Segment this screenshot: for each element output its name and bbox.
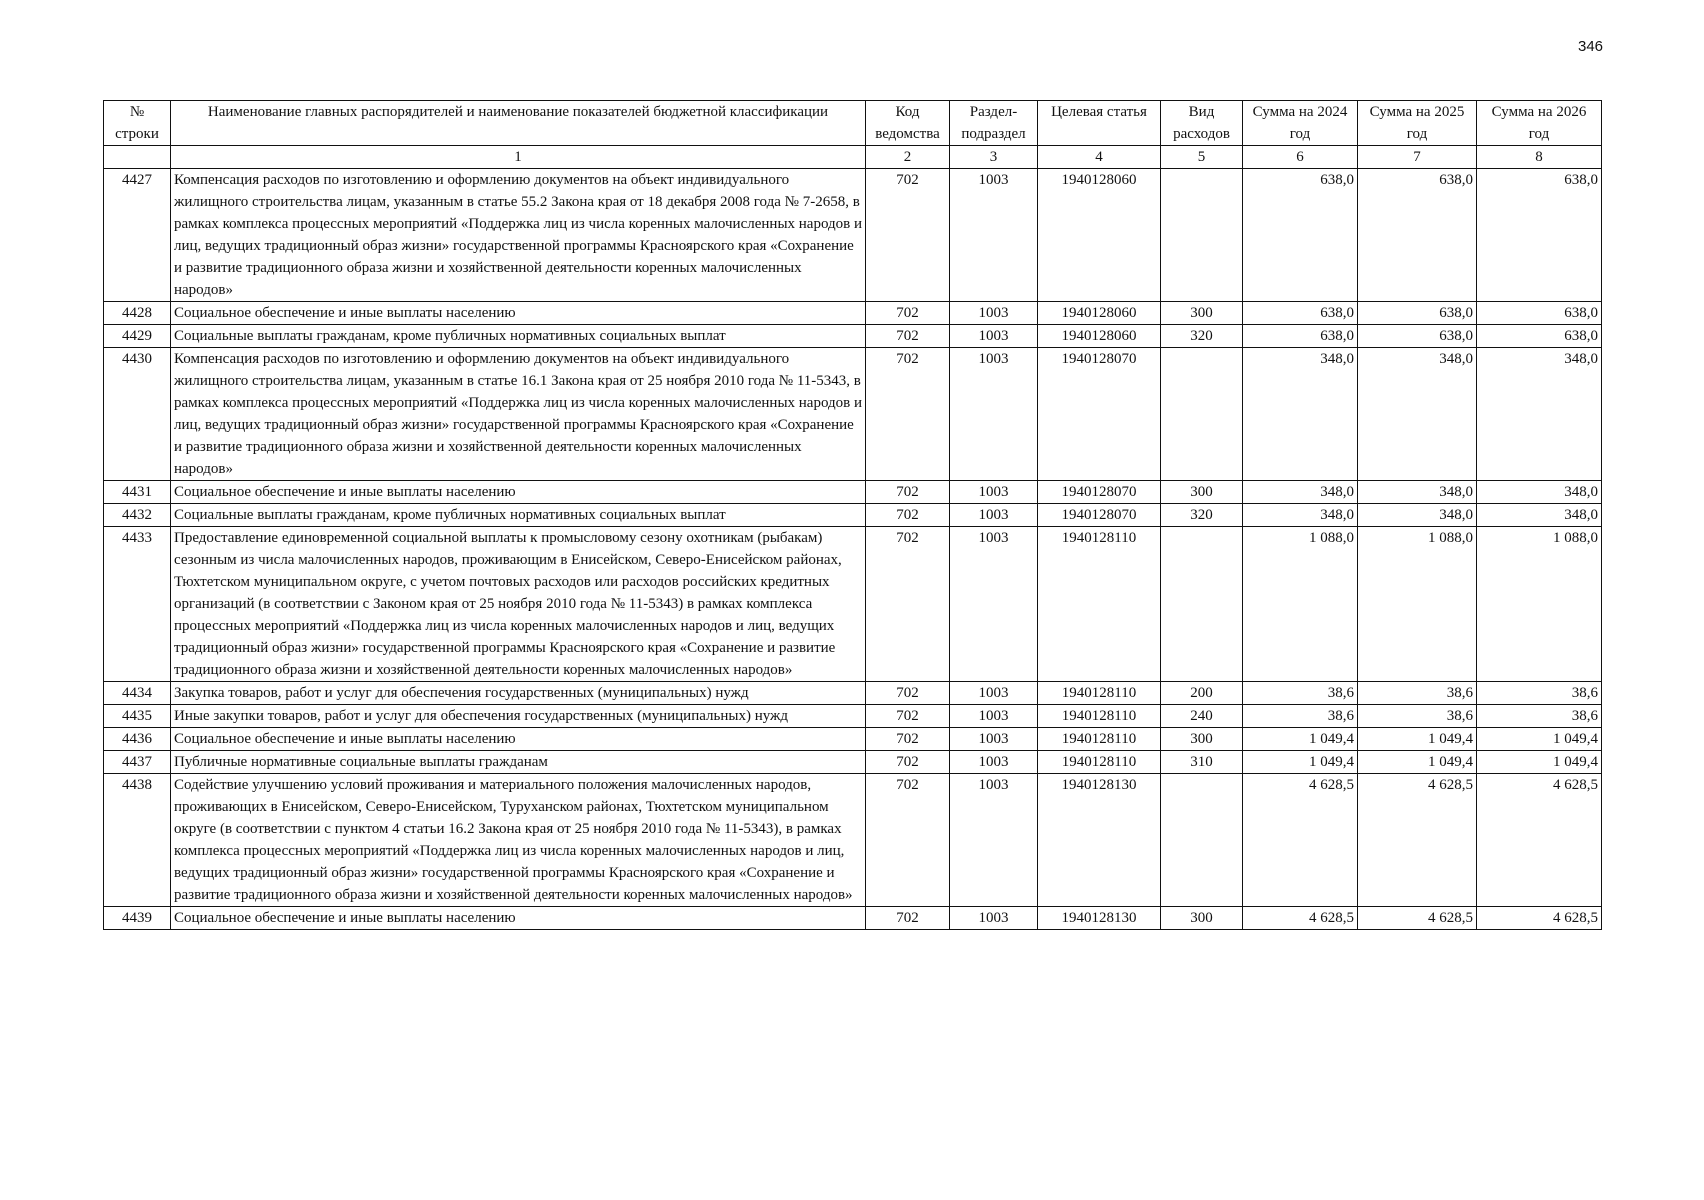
row-sum-2026: 1 049,4	[1477, 751, 1602, 774]
row-sum-2025: 1 088,0	[1358, 527, 1477, 682]
row-section: 1003	[950, 348, 1038, 481]
row-number: 4427	[104, 169, 171, 302]
row-expense-type: 300	[1161, 907, 1243, 930]
row-sum-2024: 638,0	[1243, 169, 1358, 302]
row-target: 1940128110	[1038, 705, 1161, 728]
column-index: 7	[1358, 146, 1477, 169]
row-name: Закупка товаров, работ и услуг для обеспечения государственных (муниципальных) нужд	[171, 682, 866, 705]
row-expense-type	[1161, 348, 1243, 481]
column-index: 1	[171, 146, 866, 169]
row-dept-code: 702	[866, 481, 950, 504]
row-expense-type: 320	[1161, 325, 1243, 348]
row-name: Компенсация расходов по изготовлению и оформлению документов на объект индивидуального жилищного строительства лицам, указанным в статье 16.1 Закона края от 25 ноября 2010 года № 11-5343, в рамках комплекса процессных мероприятий «Поддержка лиц из числа коренных малочисленных народов и лиц, ведущих традиционный образ жизни» государственной программы Красноярского края «Сохранение и развитие традиционного образа жизни и хозяйственной деятельности коренных малочисленных народов»	[171, 348, 866, 481]
header-name: Наименование главных распорядителей и наименование показателей бюджетной классификации	[171, 101, 866, 146]
row-expense-type: 310	[1161, 751, 1243, 774]
row-sum-2026: 4 628,5	[1477, 774, 1602, 907]
row-dept-code: 702	[866, 504, 950, 527]
row-target: 1940128110	[1038, 751, 1161, 774]
table-row	[104, 705, 1602, 728]
row-section: 1003	[950, 774, 1038, 907]
row-sum-2024: 348,0	[1243, 481, 1358, 504]
row-number: 4430	[104, 348, 171, 481]
row-target: 1940128060	[1038, 169, 1161, 302]
row-sum-2024: 348,0	[1243, 348, 1358, 481]
row-number: 4429	[104, 325, 171, 348]
column-index: 8	[1477, 146, 1602, 169]
row-sum-2025: 348,0	[1358, 504, 1477, 527]
row-sum-2025: 638,0	[1358, 325, 1477, 348]
table-row	[104, 481, 1602, 504]
row-number: 4435	[104, 705, 171, 728]
row-name: Иные закупки товаров, работ и услуг для обеспечения государственных (муниципальных) нужд	[171, 705, 866, 728]
row-target: 1940128060	[1038, 325, 1161, 348]
table-row	[104, 728, 1602, 751]
row-sum-2025: 38,6	[1358, 705, 1477, 728]
row-dept-code: 702	[866, 302, 950, 325]
row-section: 1003	[950, 325, 1038, 348]
row-name: Социальное обеспечение и иные выплаты населению	[171, 728, 866, 751]
table-row	[104, 169, 1602, 302]
table-row	[104, 302, 1602, 325]
column-index: 3	[950, 146, 1038, 169]
row-dept-code: 702	[866, 728, 950, 751]
row-sum-2025: 4 628,5	[1358, 774, 1477, 907]
row-sum-2024: 1 049,4	[1243, 728, 1358, 751]
row-dept-code: 702	[866, 527, 950, 682]
page-number: 346	[1578, 38, 1604, 55]
row-dept-code: 702	[866, 169, 950, 302]
row-sum-2025: 1 049,4	[1358, 728, 1477, 751]
row-name: Предоставление единовременной социальной выплаты к промысловому сезону охотникам (рыбакам) сезонным из числа малочисленных народов, проживающим в Енисейском, Северо-Енисейском районах, Тюхтетском муниципальном округе, с учетом почтовых расходов или расходов российских кредитных организаций (в соответствии с Законом края от 25 ноября 2010 года № 11-5343) в рамках комплекса процессных мероприятий «Поддержка лиц из числа коренных малочисленных народов и лиц, ведущих традиционный образ жизни» государственной программы Красноярского края «Сохранение и развитие традиционного образа жизни и хозяйственной деятельности коренных малочисленных народов»	[171, 527, 866, 682]
header-dept-code: Код ведомства	[866, 101, 950, 146]
table-row	[104, 774, 1602, 907]
row-sum-2026: 348,0	[1477, 481, 1602, 504]
row-expense-type: 300	[1161, 481, 1243, 504]
row-target: 1940128110	[1038, 527, 1161, 682]
header-expense-type: Вид расходов	[1161, 101, 1243, 146]
row-name: Социальные выплаты гражданам, кроме публичных нормативных социальных выплат	[171, 325, 866, 348]
row-dept-code: 702	[866, 348, 950, 481]
table-row	[104, 504, 1602, 527]
table-row	[104, 325, 1602, 348]
row-sum-2026: 348,0	[1477, 348, 1602, 481]
row-number: 4434	[104, 682, 171, 705]
table-row	[104, 527, 1602, 682]
row-expense-type: 200	[1161, 682, 1243, 705]
column-index: 4	[1038, 146, 1161, 169]
row-number: 4439	[104, 907, 171, 930]
column-index-row	[104, 146, 1602, 169]
row-section: 1003	[950, 527, 1038, 682]
row-sum-2024: 638,0	[1243, 302, 1358, 325]
row-expense-type	[1161, 774, 1243, 907]
header-sum-2026: Сумма на 2026 год	[1477, 101, 1602, 146]
table-body	[104, 169, 1602, 930]
row-sum-2026: 638,0	[1477, 169, 1602, 302]
header-sum-2024: Сумма на 2024 год	[1243, 101, 1358, 146]
row-section: 1003	[950, 705, 1038, 728]
header-row	[104, 101, 1602, 146]
row-sum-2024: 4 628,5	[1243, 774, 1358, 907]
row-sum-2024: 38,6	[1243, 705, 1358, 728]
column-index: 2	[866, 146, 950, 169]
row-section: 1003	[950, 682, 1038, 705]
row-sum-2026: 38,6	[1477, 705, 1602, 728]
row-sum-2024: 1 049,4	[1243, 751, 1358, 774]
budget-table	[103, 100, 1602, 930]
row-section: 1003	[950, 504, 1038, 527]
row-expense-type: 320	[1161, 504, 1243, 527]
header-sum-2025: Сумма на 2025 год	[1358, 101, 1477, 146]
row-dept-code: 702	[866, 774, 950, 907]
row-section: 1003	[950, 302, 1038, 325]
row-section: 1003	[950, 751, 1038, 774]
row-number: 4436	[104, 728, 171, 751]
row-number: 4438	[104, 774, 171, 907]
row-name: Социальное обеспечение и иные выплаты населению	[171, 481, 866, 504]
row-sum-2024: 348,0	[1243, 504, 1358, 527]
row-number: 4433	[104, 527, 171, 682]
row-sum-2025: 638,0	[1358, 302, 1477, 325]
row-dept-code: 702	[866, 682, 950, 705]
row-expense-type	[1161, 169, 1243, 302]
row-number: 4428	[104, 302, 171, 325]
row-section: 1003	[950, 907, 1038, 930]
row-target: 1940128130	[1038, 907, 1161, 930]
row-name: Социальное обеспечение и иные выплаты населению	[171, 907, 866, 930]
row-dept-code: 702	[866, 907, 950, 930]
row-sum-2025: 38,6	[1358, 682, 1477, 705]
row-target: 1940128060	[1038, 302, 1161, 325]
row-sum-2025: 4 628,5	[1358, 907, 1477, 930]
row-dept-code: 702	[866, 705, 950, 728]
row-dept-code: 702	[866, 325, 950, 348]
row-sum-2024: 1 088,0	[1243, 527, 1358, 682]
row-name: Компенсация расходов по изготовлению и оформлению документов на объект индивидуального жилищного строительства лицам, указанным в статье 55.2 Закона края от 18 декабря 2008 года № 7-2658, в рамках комплекса процессных мероприятий «Поддержка лиц из числа коренных малочисленных народов и лиц, ведущих традиционный образ жизни» государственной программы Красноярского края «Сохранение и развитие традиционного образа жизни и хозяйственной деятельности коренных малочисленных народов»	[171, 169, 866, 302]
header-section: Раздел-подраздел	[950, 101, 1038, 146]
row-expense-type	[1161, 527, 1243, 682]
row-sum-2026: 638,0	[1477, 325, 1602, 348]
row-sum-2024: 38,6	[1243, 682, 1358, 705]
table-row	[104, 348, 1602, 481]
row-sum-2024: 638,0	[1243, 325, 1358, 348]
row-sum-2026: 348,0	[1477, 504, 1602, 527]
row-number: 4432	[104, 504, 171, 527]
column-index: 5	[1161, 146, 1243, 169]
table-row	[104, 907, 1602, 930]
row-number: 4431	[104, 481, 171, 504]
row-sum-2026: 638,0	[1477, 302, 1602, 325]
row-expense-type: 240	[1161, 705, 1243, 728]
row-sum-2026: 1 049,4	[1477, 728, 1602, 751]
row-section: 1003	[950, 481, 1038, 504]
row-target: 1940128070	[1038, 481, 1161, 504]
row-number: 4437	[104, 751, 171, 774]
row-expense-type: 300	[1161, 728, 1243, 751]
column-index: 6	[1243, 146, 1358, 169]
column-index	[104, 146, 171, 169]
row-target: 1940128070	[1038, 504, 1161, 527]
row-sum-2025: 348,0	[1358, 348, 1477, 481]
row-target: 1940128130	[1038, 774, 1161, 907]
row-sum-2024: 4 628,5	[1243, 907, 1358, 930]
row-name: Публичные нормативные социальные выплаты гражданам	[171, 751, 866, 774]
row-sum-2026: 4 628,5	[1477, 907, 1602, 930]
row-section: 1003	[950, 728, 1038, 751]
table-row	[104, 682, 1602, 705]
row-dept-code: 702	[866, 751, 950, 774]
header-row-no: № строки	[104, 101, 171, 146]
row-name: Социальные выплаты гражданам, кроме публичных нормативных социальных выплат	[171, 504, 866, 527]
row-name: Содействие улучшению условий проживания и материального положения малочисленных народов, проживающих в Енисейском, Северо-Енисейском, Туруханском районах, Тюхтетском муниципальном округе (в соответствии с пунктом 4 статьи 16.2 Закона края от 25 ноября 2010 года № 11-5343), в рамках комплекса процессных мероприятий «Поддержка лиц из числа коренных малочисленных народов и лиц, ведущих традиционный образ жизни» государственной программы Красноярского края «Сохранение и развитие традиционного образа жизни и хозяйственной деятельности коренных малочисленных народов»	[171, 774, 866, 907]
table-row	[104, 751, 1602, 774]
row-name: Социальное обеспечение и иные выплаты населению	[171, 302, 866, 325]
row-expense-type: 300	[1161, 302, 1243, 325]
row-section: 1003	[950, 169, 1038, 302]
row-sum-2025: 1 049,4	[1358, 751, 1477, 774]
header-target: Целевая статья	[1038, 101, 1161, 146]
row-target: 1940128070	[1038, 348, 1161, 481]
row-sum-2025: 638,0	[1358, 169, 1477, 302]
row-sum-2026: 38,6	[1477, 682, 1602, 705]
row-sum-2025: 348,0	[1358, 481, 1477, 504]
row-sum-2026: 1 088,0	[1477, 527, 1602, 682]
row-target: 1940128110	[1038, 682, 1161, 705]
row-target: 1940128110	[1038, 728, 1161, 751]
